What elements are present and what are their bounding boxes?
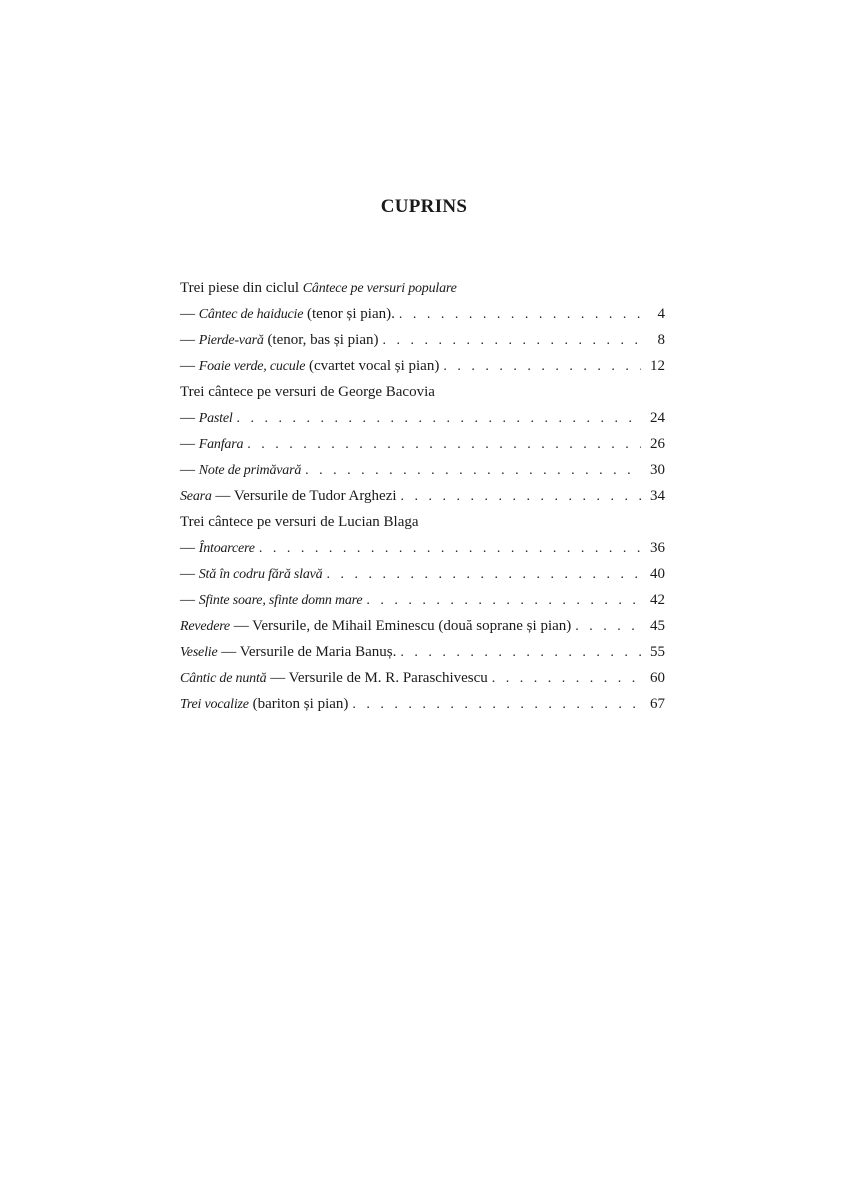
toc-entry-row <box>180 696 665 722</box>
toc-entry-text <box>180 670 492 687</box>
dot-leader <box>237 411 641 427</box>
entry-title: Cântic de nuntă <box>180 671 267 686</box>
toc-entry-text <box>180 566 326 583</box>
toc-entry-row <box>180 358 665 384</box>
page-title: CUPRINS <box>380 196 468 217</box>
dot-leader <box>259 541 641 557</box>
entry-suffix: (bariton și pian) <box>248 696 349 712</box>
page-number: 67 <box>650 696 665 712</box>
entry-suffix: — Versurile de Tudor Arghezi <box>211 488 397 504</box>
toc-entry-text <box>180 592 366 609</box>
entry-prefix: — <box>180 566 199 582</box>
entry-title: Note de primăvară <box>198 463 302 478</box>
entry-title: Seara <box>180 489 212 504</box>
page-number: 34 <box>650 488 665 504</box>
page-number: 4 <box>657 306 665 322</box>
toc-heading-row <box>180 280 665 306</box>
toc-heading-row <box>180 384 665 410</box>
toc-entry-text <box>180 358 443 375</box>
toc-entry-text <box>180 306 399 323</box>
toc-entry-row <box>180 488 665 514</box>
toc-entry-text <box>180 514 423 531</box>
toc-entry-row <box>180 644 665 670</box>
entry-prefix: — <box>180 410 199 426</box>
toc-entry-text <box>180 384 439 401</box>
entry-title: Cântece pe versuri populare <box>302 281 457 296</box>
dot-leader <box>401 489 641 505</box>
dot-leader <box>492 671 641 687</box>
entry-title: Pierde-vară <box>198 333 264 348</box>
page-number: 8 <box>657 332 665 348</box>
entry-prefix: — <box>180 306 199 322</box>
toc-entry-row <box>180 592 665 618</box>
entry-suffix: — Versurile, de Mihail Eminescu (două soprane și pian) <box>229 618 572 634</box>
entry-title: Stă în codru fără slavă <box>198 567 323 582</box>
toc-entry-text <box>180 280 461 297</box>
toc-entry-text <box>180 488 401 505</box>
entry-suffix: — Versurile de M. R. Paraschivescu <box>266 670 488 686</box>
dot-leader <box>382 333 641 349</box>
entry-title: Fanfara <box>198 437 244 452</box>
page-number: 12 <box>650 358 665 374</box>
toc-entry-row <box>180 306 665 332</box>
entry-title: Întoarcere <box>198 541 255 556</box>
dot-leader <box>400 645 641 661</box>
page-number: 40 <box>650 566 665 582</box>
toc-entry-row <box>180 618 665 644</box>
dot-leader <box>575 619 641 635</box>
entry-prefix: Trei cântece pe versuri de George Bacovia <box>180 384 435 400</box>
dot-leader <box>326 567 641 583</box>
entry-suffix: — Versurile de Maria Banuș. <box>217 644 397 660</box>
dot-leader <box>399 307 641 323</box>
entry-suffix: (tenor, bas și pian) <box>263 332 379 348</box>
toc-entry-row <box>180 540 665 566</box>
toc-entry-text <box>180 618 575 635</box>
toc-entry-row <box>180 410 665 436</box>
entry-title: Veselie <box>180 645 218 660</box>
page-number: 30 <box>650 462 665 478</box>
page-number: 36 <box>650 540 665 556</box>
toc-entry-text <box>180 436 247 453</box>
entry-suffix: (cvartet vocal și pian) <box>305 358 440 374</box>
page-number: 26 <box>650 436 665 452</box>
table-of-contents <box>180 280 665 722</box>
dot-leader <box>443 359 641 375</box>
entry-prefix: — <box>180 592 199 608</box>
toc-entry-row <box>180 566 665 592</box>
page-number: 42 <box>650 592 665 608</box>
entry-prefix: — <box>180 540 199 556</box>
page-number: 60 <box>650 670 665 686</box>
page-number: 55 <box>650 644 665 660</box>
entry-prefix: Trei piese din ciclul <box>180 280 303 296</box>
toc-entry-text <box>180 332 382 349</box>
entry-title: Revedere <box>180 619 230 634</box>
toc-entry-text <box>180 410 237 427</box>
page-number: 24 <box>650 410 665 426</box>
toc-entry-text <box>180 540 259 557</box>
dot-leader <box>366 593 641 609</box>
entry-prefix: — <box>180 462 199 478</box>
dot-leader <box>305 463 641 479</box>
entry-title: Sfinte soare, sfinte domn mare <box>198 593 363 608</box>
toc-entry-row <box>180 462 665 488</box>
entry-prefix: — <box>180 436 199 452</box>
toc-entry-row <box>180 670 665 696</box>
toc-entry-row <box>180 436 665 462</box>
entry-title: Trei vocalize <box>180 697 249 712</box>
toc-entry-text <box>180 462 305 479</box>
entry-title: Foaie verde, cucule <box>198 359 306 374</box>
dot-leader <box>352 697 641 713</box>
toc-entry-text <box>180 696 352 713</box>
entry-suffix: (tenor și pian). <box>303 306 395 322</box>
entry-prefix: — <box>180 332 199 348</box>
entry-title: Cântec de haiducie <box>198 307 304 322</box>
entry-prefix: — <box>180 358 199 374</box>
entry-title: Pastel <box>198 411 233 426</box>
toc-heading-row <box>180 514 665 540</box>
dot-leader <box>247 437 641 453</box>
toc-entry-text <box>180 644 400 661</box>
toc-entry-row <box>180 332 665 358</box>
entry-prefix: Trei cântece pe versuri de Lucian Blaga <box>180 514 419 530</box>
page-number: 45 <box>650 618 665 634</box>
